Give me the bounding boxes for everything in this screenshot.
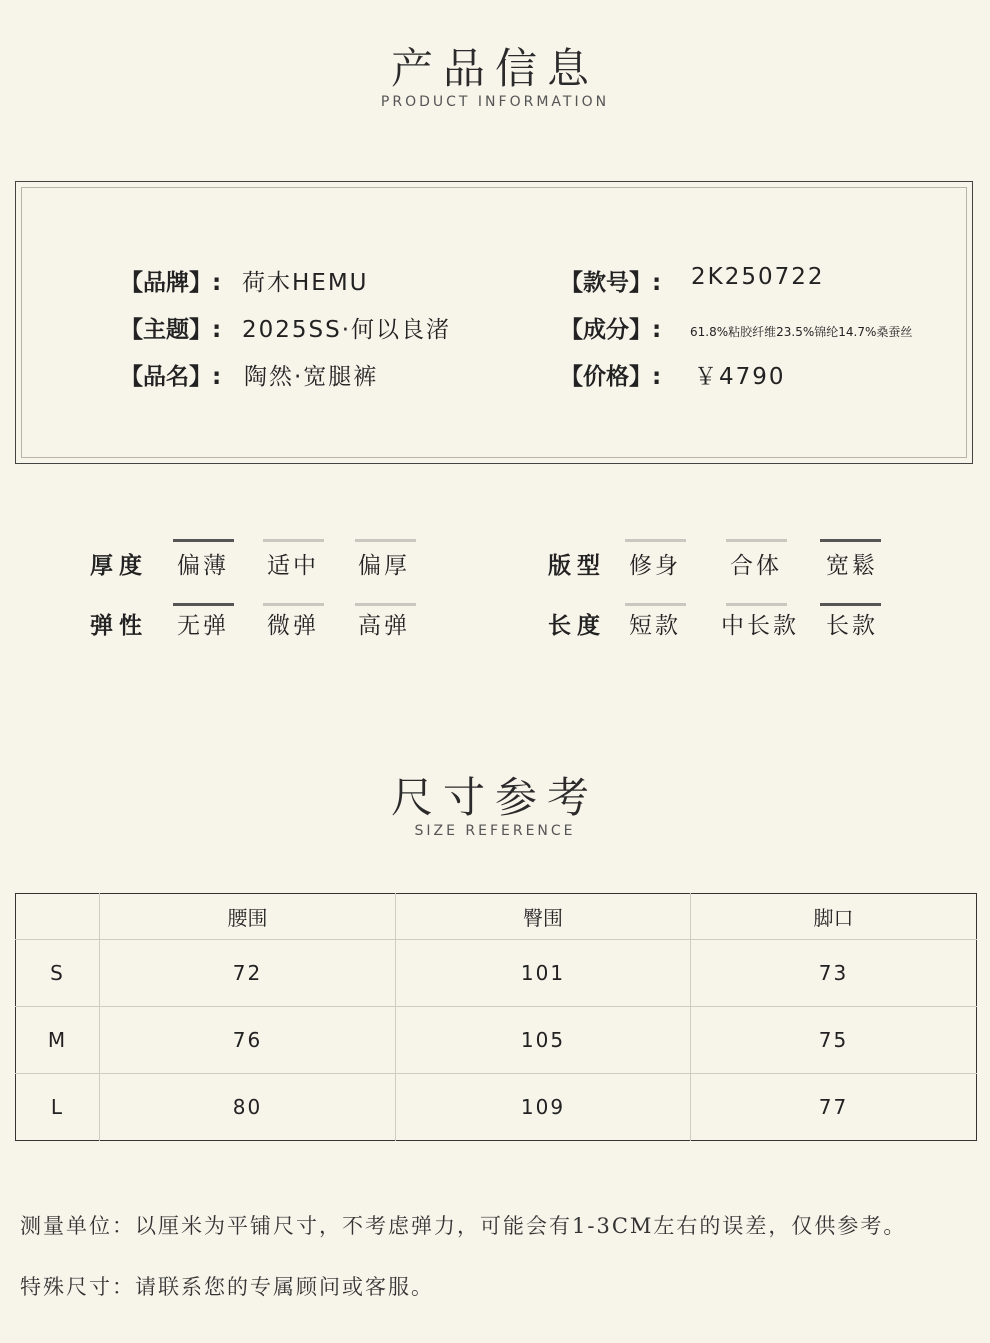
size-reference-subtitle: SIZE REFERENCE xyxy=(414,823,576,839)
fit-option-slim: 修身 xyxy=(629,553,681,579)
fit-option-1-indicator xyxy=(726,539,787,542)
product-name-value: 陶然·宽腿裤 xyxy=(244,364,379,390)
size-table xyxy=(15,893,977,1141)
size-reference-title: 尺寸参考 xyxy=(390,773,599,822)
thickness-option-2-indicator xyxy=(355,539,416,542)
product-info-subtitle: PRODUCT INFORMATION xyxy=(380,94,610,110)
measurement-note: 测量单位：以厘米为平铺尺寸，不考虑弹力，可能会有1-3CM左右的误差，仅供参考。 xyxy=(20,1214,907,1238)
elasticity-option-none: 无弹 xyxy=(177,613,229,639)
thickness-option-1-indicator xyxy=(263,539,324,542)
length-option-short: 短款 xyxy=(629,613,681,639)
price-label: 【价格】: xyxy=(560,364,662,390)
length-option-long: 长款 xyxy=(826,613,878,639)
header-size xyxy=(16,894,100,940)
thickness-option-medium: 适中 xyxy=(267,553,319,579)
theme-value: 2025SS·何以良渚 xyxy=(242,317,452,343)
elasticity-option-high: 高弹 xyxy=(358,613,410,639)
brand-value: 荷木HEMU xyxy=(242,270,369,296)
elasticity-option-slight: 微弹 xyxy=(267,613,319,639)
style-number-label: 【款号】: xyxy=(560,270,662,296)
leg-opening-cell: 75 xyxy=(691,1007,977,1074)
product-name-label: 【品名】: xyxy=(120,364,222,390)
fit-option-loose: 宽鬆 xyxy=(826,553,878,579)
waist-cell: 72 xyxy=(100,940,396,1007)
size-cell: S xyxy=(16,940,100,1007)
theme-label: 【主题】: xyxy=(120,317,222,343)
fit-option-0-indicator xyxy=(625,539,686,542)
special-size-note: 特殊尺寸：请联系您的专属顾问或客服。 xyxy=(20,1275,434,1299)
length-option-2-indicator xyxy=(820,603,881,606)
leg-opening-cell: 77 xyxy=(818,1095,849,1119)
hip-cell: 105 xyxy=(396,1007,691,1074)
composition-value: 61.8%粘胶纤维23.5%锦纶14.7%桑蚕丝 xyxy=(690,325,913,339)
size-cell: L xyxy=(16,1074,100,1141)
hip-cell: 101 xyxy=(396,940,691,1007)
length-label: 长度 xyxy=(548,613,606,639)
header-waist: 腰围 xyxy=(100,894,396,940)
length-option-1-indicator xyxy=(726,603,787,606)
price-value: ￥4790 xyxy=(694,364,786,390)
fit-option-2-indicator xyxy=(820,539,881,542)
leg-opening-cell: 73 xyxy=(691,940,977,1007)
composition-label: 【成分】: xyxy=(560,317,662,343)
thickness-label: 厚度 xyxy=(90,553,148,579)
length-option-0-indicator xyxy=(625,603,686,606)
fit-label: 版型 xyxy=(548,553,606,579)
elasticity-label: 弹性 xyxy=(90,613,148,639)
table-row xyxy=(16,940,977,1007)
style-number-value: 2K250722 xyxy=(691,264,825,290)
header-leg-opening: 脚口 xyxy=(691,894,977,940)
thickness-option-0-indicator xyxy=(173,539,234,542)
waist-cell: 80 xyxy=(100,1074,396,1141)
waist-cell: 76 xyxy=(100,1007,396,1074)
elasticity-option-0-indicator xyxy=(173,603,234,606)
product-info-title: 产品信息 xyxy=(390,44,599,93)
table-row xyxy=(16,1007,977,1074)
thickness-option-thin: 偏薄 xyxy=(177,553,229,579)
elasticity-option-1-indicator xyxy=(263,603,324,606)
hip-cell: 109 xyxy=(396,1074,691,1141)
size-cell: M xyxy=(16,1007,100,1074)
size-table-header-row xyxy=(16,894,977,940)
length-option-mid: 中长款 xyxy=(721,613,799,639)
fit-option-regular: 合体 xyxy=(730,553,782,579)
brand-label: 【品牌】: xyxy=(120,270,222,296)
header-hip: 臀围 xyxy=(396,894,691,940)
thickness-option-thick: 偏厚 xyxy=(358,553,410,579)
elasticity-option-2-indicator xyxy=(355,603,416,606)
table-row xyxy=(16,1074,977,1141)
